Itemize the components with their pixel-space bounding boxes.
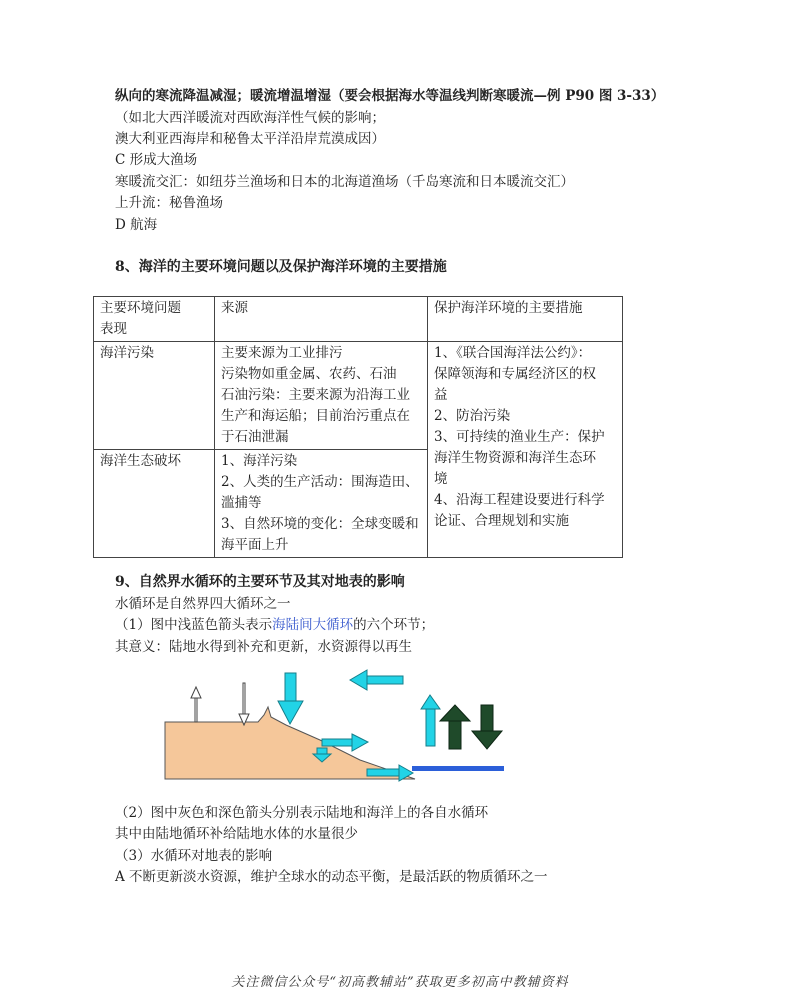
section-9-title: 9、自然界水循环的主要环节及其对地表的影响 [115, 574, 405, 590]
row1-source-line: 石油污染：主要来源为沿海工业 [221, 387, 410, 403]
row2-problem-text: 海洋生态破坏 [100, 453, 181, 469]
header-problem-line: 主要环境问题 [100, 300, 181, 316]
measures-cell [428, 342, 623, 558]
section-8-title: 8、海洋的主要环境问题以及保护海洋环境的主要措施 [115, 259, 447, 275]
measure-line: 海洋生物资源和海洋生态环 [434, 450, 596, 466]
precipitation-on-land-arrow [278, 673, 303, 724]
section-9-line-5: 其中由陆地循环补给陆地水体的水量很少 [115, 826, 358, 842]
row1-problem-text: 海洋污染 [100, 345, 154, 361]
section-9-line-2 [115, 615, 434, 635]
header-problem-line: 表现 [100, 321, 127, 337]
intro-line-2: （如北大西洋暖流对西欧海洋性气候的影响； [115, 110, 385, 126]
row2-source-line: 海平面上升 [221, 537, 289, 553]
row2-problem [94, 450, 215, 558]
section-9-line-3: 其意义：陆地水得到补充和更新，水资源得以再生 [115, 639, 412, 655]
table-row [94, 342, 623, 450]
section-9-line-1: 水循环是自然界四大循环之一 [115, 596, 291, 612]
section-9-line-4: （2）图中灰色和深色箭头分别表示陆地和海洋上的各自水循环 [115, 805, 489, 821]
header-problem [94, 297, 215, 342]
footer-note: 关注微信公众号“初高教辅站”获取更多初高中教辅资料 [231, 975, 569, 990]
intro-line-5: 寒暖流交汇：如纽芬兰渔场和日本的北海道渔场（千岛寒流和日本暖流交汇） [115, 174, 574, 190]
intro-line-1: 纵向的寒流降温减湿；暖流增温增湿（要会根据海水等温线判断寒暖流—例 P90 图 3-33） [115, 88, 665, 104]
measure-line: 4、沿海工程建设要进行科学 [434, 492, 605, 508]
water-vapor-transport-arrow [350, 670, 403, 690]
row1-source-line: 于石油泄漏 [221, 429, 289, 445]
intro-line-7: D 航海 [115, 217, 158, 233]
row2-source [215, 450, 428, 558]
row1-source [215, 342, 428, 450]
row2-source-line: 滥捕等 [221, 495, 262, 511]
row2-source-line: 1、海洋污染 [221, 453, 298, 469]
ocean-surface [412, 766, 504, 771]
water-cycle-diagram [150, 665, 530, 790]
measure-line: 论证、合理规划和实施 [434, 513, 569, 529]
row1-source-line: 生产和海运船；目前治污重点在 [221, 408, 410, 424]
measure-line: 境 [434, 471, 448, 487]
measure-line: 1、《联合国海洋法公约》： [434, 345, 592, 361]
measure-line: 2、防治污染 [434, 408, 511, 424]
measure-line: 3、可持续的渔业生产：保护 [434, 429, 605, 445]
land-precipitation-arrow [239, 683, 249, 725]
land-evaporation-arrow-1 [191, 687, 201, 722]
header-source-line: 来源 [221, 300, 248, 316]
row2-source-line: 2、人类的生产活动：围海造田、 [221, 474, 419, 490]
intro-line-3: 澳大利亚西海岸和秘鲁太平洋沿岸荒漠成因） [115, 131, 385, 147]
row1-problem [94, 342, 215, 450]
row1-source-line: 污染物如重金属、农药、石油 [221, 366, 397, 382]
header-source [215, 297, 428, 342]
intro-line-6: 上升流：秘鲁渔场 [115, 195, 223, 211]
measure-line: 保障领海和专属经济区的权 [434, 366, 596, 382]
sea-evaporation-arrow [421, 695, 440, 746]
ocean-precipitation-arrow [472, 705, 502, 749]
header-measures-line: 保护海洋环境的主要措施 [434, 300, 583, 316]
row1-source-line: 主要来源为工业排污 [221, 345, 343, 361]
line2-post: 的六个环节； [353, 617, 435, 633]
environment-table [93, 296, 623, 558]
measure-line: 益 [434, 387, 448, 403]
intro-line-4: C 形成大渔场 [115, 152, 198, 168]
table-header-row [94, 297, 623, 342]
line2-pre: （1）图中浅蓝色箭头表示 [115, 617, 273, 633]
ocean-evaporation-arrow [440, 705, 470, 749]
section-9-line-6: （3）水循环对地表的影响 [115, 848, 273, 864]
section-9-line-7: A 不断更新淡水资源，维护全球水的动态平衡，是最活跃的物质循环之一 [115, 869, 548, 885]
sea-land-cycle-link: 海陆间大循环 [272, 617, 354, 633]
row2-source-line: 3、自然环境的变化：全球变暖和 [221, 516, 419, 532]
header-measures [428, 297, 623, 342]
